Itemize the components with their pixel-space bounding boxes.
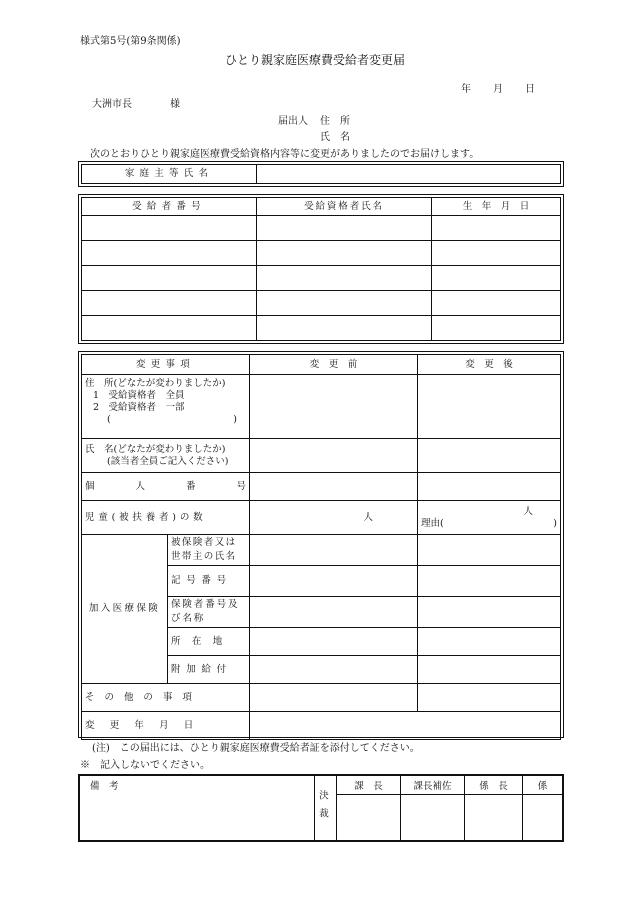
recipient-name-field[interactable] — [257, 216, 432, 241]
insurer-location-label: 所在地 — [168, 628, 250, 656]
addressee-honorific: 様 — [170, 99, 180, 110]
address-change-label: 住 所(どなたが変わりましたか) — [85, 378, 226, 389]
children-after-field[interactable]: 人 理由( ) — [418, 501, 561, 535]
address-option-partial[interactable]: 2 受給資格者 一部 — [93, 401, 185, 413]
recipients-table — [78, 194, 564, 344]
remarks-label: 備 考 — [90, 781, 119, 792]
recipient-name-field[interactable] — [257, 266, 432, 291]
additional-benefit-label: 附加給付 — [168, 656, 250, 684]
addressee: 大洲市長 — [92, 99, 132, 110]
applicant-label: 届出人 — [278, 116, 308, 127]
name-change-sub: (該当者全員ご記入ください) — [107, 455, 229, 467]
table-row — [82, 266, 561, 291]
insurer-label: 保険者番号及び名称 — [168, 597, 250, 628]
children-count-label: 児童(被扶養者)の数 — [82, 501, 250, 535]
additional-benefit-before-field[interactable] — [250, 656, 418, 684]
birth-date-field[interactable] — [432, 241, 561, 266]
header-recipient-name: 受給資格者氏名 — [257, 198, 432, 216]
recipient-name-field[interactable] — [257, 241, 432, 266]
insurance-holder-after-field[interactable] — [418, 535, 561, 566]
table-row — [82, 291, 561, 316]
householder-name-field[interactable] — [257, 165, 561, 184]
header-recipient-number: 受給者番号 — [82, 198, 257, 216]
birth-date-field[interactable] — [432, 291, 561, 316]
applicant-name-label: 氏 名 — [320, 132, 350, 143]
col-subsection-chief: 係 長 — [465, 776, 523, 795]
header-birth-date: 生 年 月 日 — [432, 198, 561, 216]
other-items-label: その他の事項 — [82, 684, 250, 712]
address-paren: ( ) — [107, 413, 237, 425]
date-day-label: 日 — [525, 84, 535, 95]
header-before: 変 更 前 — [250, 355, 418, 375]
personal-number-label: 個 人 番 号 — [82, 473, 250, 501]
birth-date-field[interactable] — [432, 216, 561, 241]
additional-benefit-after-field[interactable] — [418, 656, 561, 684]
header-after: 変 更 後 — [418, 355, 561, 375]
subsection-chief-stamp[interactable] — [465, 795, 523, 841]
col-assistant-chief: 課長補佐 — [401, 776, 465, 795]
insurance-symbol-before-field[interactable] — [250, 566, 418, 597]
birth-date-field[interactable] — [432, 316, 561, 341]
date-month-label: 月 — [493, 84, 503, 95]
office-use-table — [78, 774, 564, 842]
table-row — [82, 216, 561, 241]
insurance-holder-label: 被保険者又は世帯主の氏名 — [168, 535, 250, 566]
insurance-symbol-label: 記号番号 — [168, 566, 250, 597]
form-number: 様式第5号(第9条関係) — [80, 36, 181, 47]
insurer-location-after-field[interactable] — [418, 628, 561, 656]
col-staff: 係 — [523, 776, 563, 795]
header-change-item: 変更事項 — [82, 355, 250, 375]
recipient-name-field[interactable] — [257, 316, 432, 341]
other-after-field[interactable] — [418, 684, 561, 712]
personal-number-after-field[interactable] — [418, 473, 561, 501]
change-date-field[interactable] — [250, 712, 561, 740]
children-before-field[interactable]: 人 — [250, 501, 418, 535]
recipient-number-field[interactable] — [82, 316, 257, 341]
kessai-label: 決裁 — [315, 776, 337, 841]
note-attachment: (注) この届出には、ひとり親家庭医療費受給者証を添付してください。 — [92, 743, 420, 754]
name-change-label: 氏 名(どなたが変わりましたか) — [85, 443, 226, 455]
insurance-holder-before-field[interactable] — [250, 535, 418, 566]
householder-table — [78, 161, 564, 187]
insurance-group-label: 加入医療保険 — [82, 535, 168, 684]
intro-text: 次のとおりひとり親家庭医療費受給資格内容等に変更がありましたのでお届けします。 — [90, 149, 480, 160]
staff-stamp[interactable] — [523, 795, 563, 841]
address-change-cell — [82, 375, 250, 439]
recipient-number-field[interactable] — [82, 266, 257, 291]
recipient-number-field[interactable] — [82, 291, 257, 316]
insurer-after-field[interactable] — [418, 597, 561, 628]
name-after-field[interactable] — [418, 439, 561, 473]
assistant-chief-stamp[interactable] — [401, 795, 465, 841]
date-year-label: 年 — [461, 84, 471, 95]
recipient-name-field[interactable] — [257, 291, 432, 316]
insurer-before-field[interactable] — [250, 597, 418, 628]
note-office-use: ※ 記入しないでください。 — [80, 760, 210, 771]
address-option-all[interactable]: 1 受給資格者 全員 — [93, 389, 185, 401]
name-before-field[interactable] — [250, 439, 418, 473]
address-before-field[interactable] — [250, 375, 418, 439]
change-date-label: 変更年月日 — [82, 712, 250, 740]
personal-number-before-field[interactable] — [250, 473, 418, 501]
recipient-number-field[interactable] — [82, 241, 257, 266]
birth-date-field[interactable] — [432, 266, 561, 291]
recipient-number-field[interactable] — [82, 216, 257, 241]
householder-label: 家庭主等氏名 — [82, 165, 257, 184]
applicant-address-label: 住 所 — [320, 116, 350, 127]
table-row — [82, 316, 561, 341]
insurance-symbol-after-field[interactable] — [418, 566, 561, 597]
table-row — [82, 241, 561, 266]
name-change-cell — [82, 439, 250, 473]
changes-table — [78, 351, 564, 738]
section-chief-stamp[interactable] — [337, 795, 401, 841]
other-before-field[interactable] — [250, 684, 418, 712]
address-after-field[interactable] — [418, 375, 561, 439]
insurer-location-before-field[interactable] — [250, 628, 418, 656]
form-title: ひとり親家庭医療費受給者変更届 — [224, 53, 405, 67]
remarks-field[interactable] — [80, 776, 315, 841]
col-section-chief: 課 長 — [337, 776, 401, 795]
